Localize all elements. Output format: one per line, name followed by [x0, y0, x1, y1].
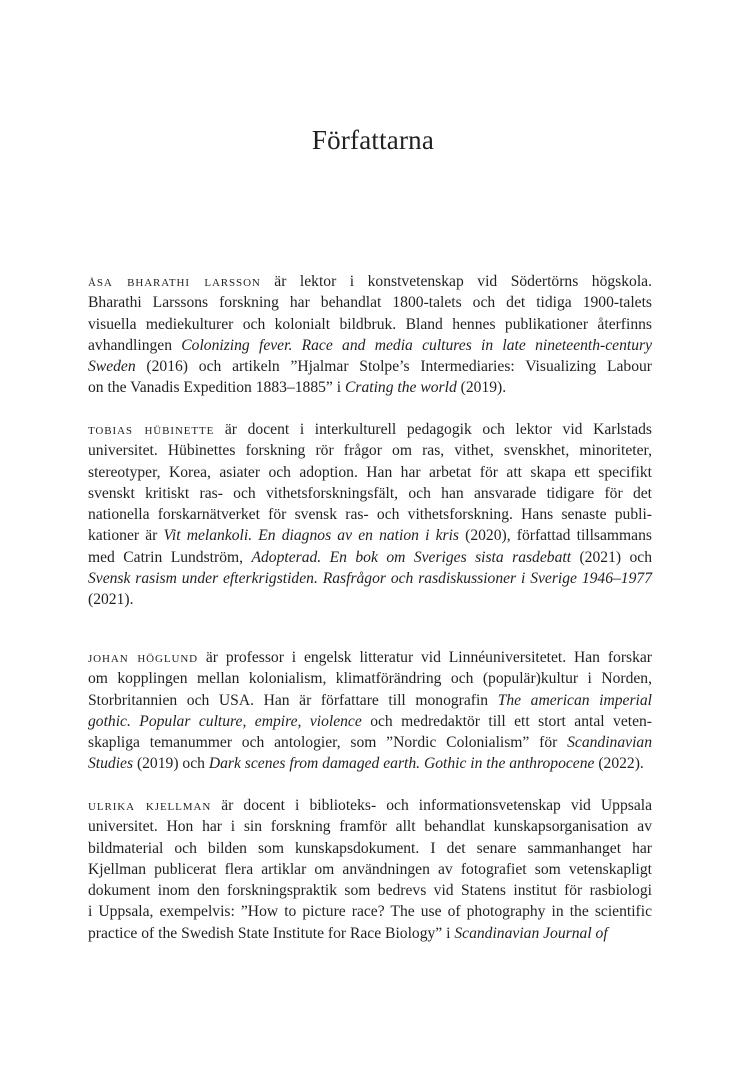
bio-text: (2016) och artikeln ”Hjalmar Stolpe’s Intermediaries: Visualizing Labour	[135, 358, 652, 376]
bio-line	[88, 292, 652, 313]
bio-text: (2019).	[456, 379, 507, 397]
bio-text: i Uppsala, exempelvis: ”How to picture race? The use of photography in the scientific	[88, 903, 652, 921]
bio-line	[88, 589, 652, 610]
bio-text: (2019) och	[133, 755, 209, 773]
bio-text: är lektor i konstvetenskap vid Södertörns högskola.	[274, 273, 652, 290]
bio-line	[88, 647, 652, 668]
bio-line	[88, 880, 652, 901]
bio-text: practice of the Swedish State Institute for Race Biology” i	[88, 924, 455, 942]
bio-text: svenskt kritiskt ras- och vithetsforskningsfält, och han ansvarade tidigare för det	[88, 484, 652, 502]
bio-text: stereotyper, Korea, asiater och adoption. Han har arbetat för att skapa ett specifikt	[88, 463, 652, 481]
bio-line	[88, 690, 652, 711]
italic-title: Sweden	[88, 358, 136, 376]
bio-line	[88, 547, 652, 568]
bio-line	[88, 377, 652, 398]
bio-text: Storbritannien och USA. Han är författare till monografin	[88, 691, 498, 709]
bio-line	[88, 271, 652, 292]
bio-line	[88, 335, 652, 356]
bio-line	[88, 901, 652, 922]
bio-line	[88, 795, 652, 816]
author-bio-kjellman	[88, 795, 652, 944]
bio-text: visuella mediekulturer och kolonialt bildbruk. Bland hennes publikationer återfinns	[88, 315, 652, 333]
bio-text: med Catrin Lundström,	[88, 548, 252, 566]
author-name: tobias hübinette	[88, 421, 215, 438]
bio-text: är docent i interkulturell pedagogik och lektor vid Karlstads	[224, 421, 652, 438]
bio-line	[88, 440, 652, 461]
bio-line	[88, 668, 652, 689]
bio-line	[88, 525, 652, 546]
bio-text: on the Vanadis Expedition 1883–1885” i	[88, 379, 345, 397]
author-bio-hubinette	[88, 419, 652, 611]
italic-title: Scandinavian	[567, 734, 652, 752]
bio-text: är docent i biblioteks- och informationsvetenskap vid Uppsala	[221, 797, 652, 814]
bio-text: Bharathi Larssons forskning har behandlat 1800-talets och det tidiga 1900-talets	[88, 294, 652, 312]
bio-text: skapliga temanummer och antologier, som ”Nordic Colonialism” för	[88, 734, 568, 752]
italic-title: Colonizing fever. Race and media cultures in late nineteenth-century	[181, 336, 652, 354]
bio-line	[88, 568, 652, 589]
italic-title: Svensk rasism under efterkrigstiden. Rasfrågor och rasdiskussioner i Sverige 1946–1977	[88, 570, 652, 588]
bio-text: om kopplingen mellan kolonialism, klimatförändring och (populär)kultur i Norden,	[88, 670, 652, 688]
italic-title: Vit melankoli. En diagnos av en nation i kris	[163, 527, 459, 545]
bio-line	[88, 859, 652, 880]
bio-line	[88, 923, 652, 944]
bio-text: och medredaktör till ett stort antal veten-	[361, 712, 652, 730]
bio-line	[88, 419, 652, 440]
bio-line	[88, 838, 652, 859]
bio-text: dokument inom den forskningspraktik som bedrevs vid Statens institut för rasbiologi	[88, 882, 652, 900]
bio-line	[88, 816, 652, 837]
italic-title: Adopterad. En bok om Sveriges sista rasdebatt	[251, 548, 572, 566]
author-bio-hoglund	[88, 647, 652, 775]
bio-text: (2022).	[594, 755, 644, 773]
bio-text: kationer är	[88, 527, 164, 545]
page-title: Författarna	[311, 125, 435, 155]
bio-text: (2020), författad tillsammans	[458, 527, 652, 545]
italic-title: Scandinavian Journal of	[454, 924, 608, 942]
bio-text: (2021).	[88, 591, 134, 609]
author-name: åsa bharathi larsson	[88, 273, 261, 290]
italic-title: The american imperial	[497, 691, 652, 709]
bio-text: (2021) och	[571, 548, 653, 566]
bio-text: avhandlingen	[88, 336, 182, 354]
italic-title: gothic. Popular culture, empire, violence	[88, 712, 362, 730]
bio-line	[88, 483, 652, 504]
bio-line	[88, 753, 652, 774]
italic-title: Crating the world	[344, 379, 457, 397]
bio-text: nationella forskarnätverket för svensk ras- och vithetsforskning. Hans senaste publi-	[88, 506, 652, 524]
author-name: ulrika kjellman	[88, 797, 212, 814]
bio-text: universitet. Hübinettes forskning rör frågor om ras, vithet, svenskhet, minoriteter,	[88, 442, 652, 460]
author-bio-larsson	[88, 271, 652, 399]
bio-text: är professor i engelsk litteratur vid Linnéuniversitetet. Han forskar	[205, 649, 653, 666]
bio-line	[88, 356, 652, 377]
bio-line	[88, 732, 652, 753]
italic-title: Studies	[88, 755, 134, 773]
bio-text: bildmaterial och bilden som kunskapsdokument. I det senare sammanhanget har	[88, 839, 652, 857]
bio-line	[88, 462, 652, 483]
author-name: johan höglund	[88, 649, 199, 666]
bio-line	[88, 711, 652, 732]
bio-text: universitet. Hon har i sin forskning framför allt behandlat kunskapsorganisation av	[88, 818, 652, 836]
bio-line	[88, 314, 652, 335]
bio-line	[88, 504, 652, 525]
bio-text: Kjellman publicerat flera artiklar om användningen av fotografiet som vetenskapligt	[88, 860, 652, 878]
italic-title: Dark scenes from damaged earth. Gothic in the anthropocene	[208, 755, 595, 773]
